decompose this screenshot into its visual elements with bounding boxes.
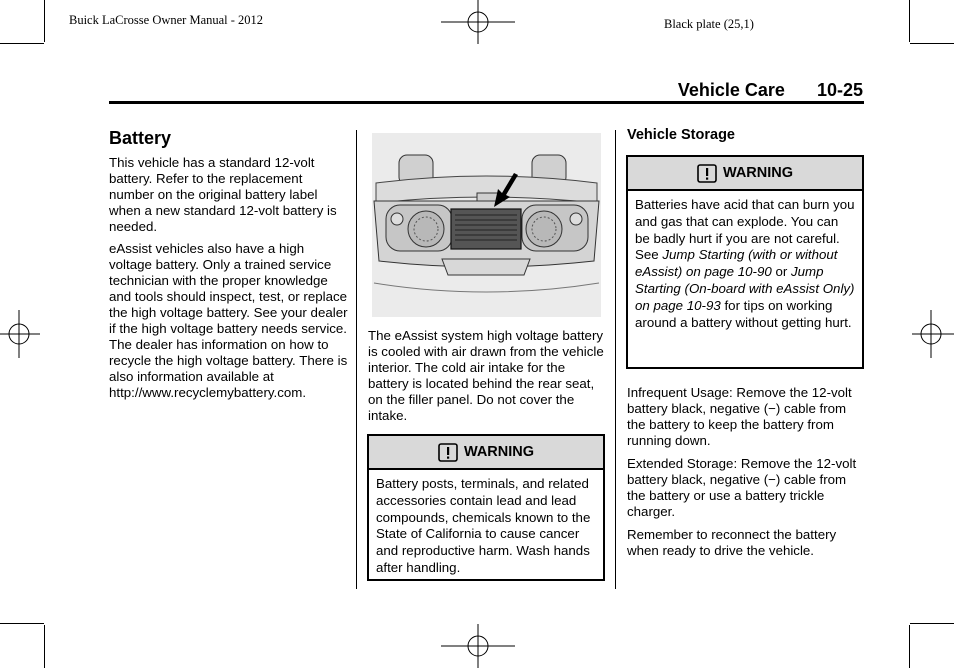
warning-text [628, 191, 862, 331]
crop-mark [0, 43, 44, 44]
page-number: 10-25 [816, 80, 863, 100]
jump-starting-link[interactable]: Jump Starting (with or without eAssist) on page 10-90 [635, 247, 838, 280]
warning-header [628, 157, 862, 191]
header-rule [109, 101, 864, 104]
warning-icon [697, 164, 717, 183]
crop-mark [44, 625, 45, 668]
warning-header [369, 436, 603, 470]
section-header [678, 80, 863, 101]
storage-column [627, 385, 863, 559]
plate-label: Black plate (25,1) [664, 17, 754, 31]
manual-title: Buick LaCrosse Owner Manual - 2012 [69, 13, 264, 27]
storage-paragraph: Extended Storage: Remove the 12-volt battery black, negative (−) cable from the battery or use a battery trickle charger. [627, 456, 857, 519]
jump-starting-onboard-link[interactable]: Jump Starting (On-board with eAssist Only) on page 10-93 [635, 264, 855, 313]
warning-text: Battery posts, terminals, and related accessories contain lead and lead compounds, chemicals known to the State of California to cause cancer and reproductive harm. Wash hands after handling. [376, 476, 591, 575]
rear-seat-intake-illustration [372, 133, 601, 317]
battery-paragraph: eAssist vehicles also have a high voltage battery. Only a trained service technician with the proper knowledge and tools should inspect, test, or replace the high voltage battery. See your dealer if the high voltage battery needs service. The dealer has information on how to recycle the high voltage battery. There is also information available at http://www.recyclemybattery.com. [109, 241, 348, 400]
warning-text-part: or [771, 264, 791, 280]
storage-paragraph: Infrequent Usage: Remove the 12-volt battery black, negative (−) cable from the battery to keep the battery from running down. [627, 385, 852, 448]
crop-mark [0, 623, 44, 624]
registration-mark [912, 310, 954, 358]
column-divider [356, 130, 357, 589]
vehicle-storage-heading: Vehicle Storage [627, 127, 735, 143]
column-divider [615, 130, 616, 589]
battery-paragraph: This vehicle has a standard 12-volt battery. Refer to the replacement number on the original battery label when a new standard 12-volt battery is needed. [109, 155, 337, 234]
registration-mark [441, 0, 515, 44]
crop-mark [910, 43, 954, 44]
crop-mark [909, 625, 910, 668]
battery-column [109, 155, 349, 401]
registration-mark [441, 624, 515, 668]
acid-warning-box [626, 155, 864, 369]
storage-paragraph: Remember to reconnect the battery when ready to drive the vehicle. [627, 527, 837, 558]
lead-warning-box [367, 434, 605, 581]
warning-icon [438, 443, 458, 462]
registration-mark [0, 310, 40, 358]
crop-mark [44, 0, 45, 42]
warning-label: WARNING [722, 165, 794, 181]
section-name: Vehicle Care [677, 80, 785, 100]
crop-mark [910, 623, 954, 624]
warning-text-part: for tips on working around a battery without getting hurt. [635, 297, 852, 330]
crop-mark [909, 0, 910, 42]
warning-label: WARNING [463, 444, 535, 460]
figure-caption: The eAssist system high voltage battery is cooled with air drawn from the vehicle interior. The cold air intake for the battery is located behind the rear seat, on the filler panel. Do not cover the intake. [368, 328, 604, 423]
battery-heading: Battery [109, 128, 172, 148]
warning-text-part: Batteries have acid that can burn you and gas that can explode. You can be badly hurt if you are not careful. See [635, 197, 855, 263]
